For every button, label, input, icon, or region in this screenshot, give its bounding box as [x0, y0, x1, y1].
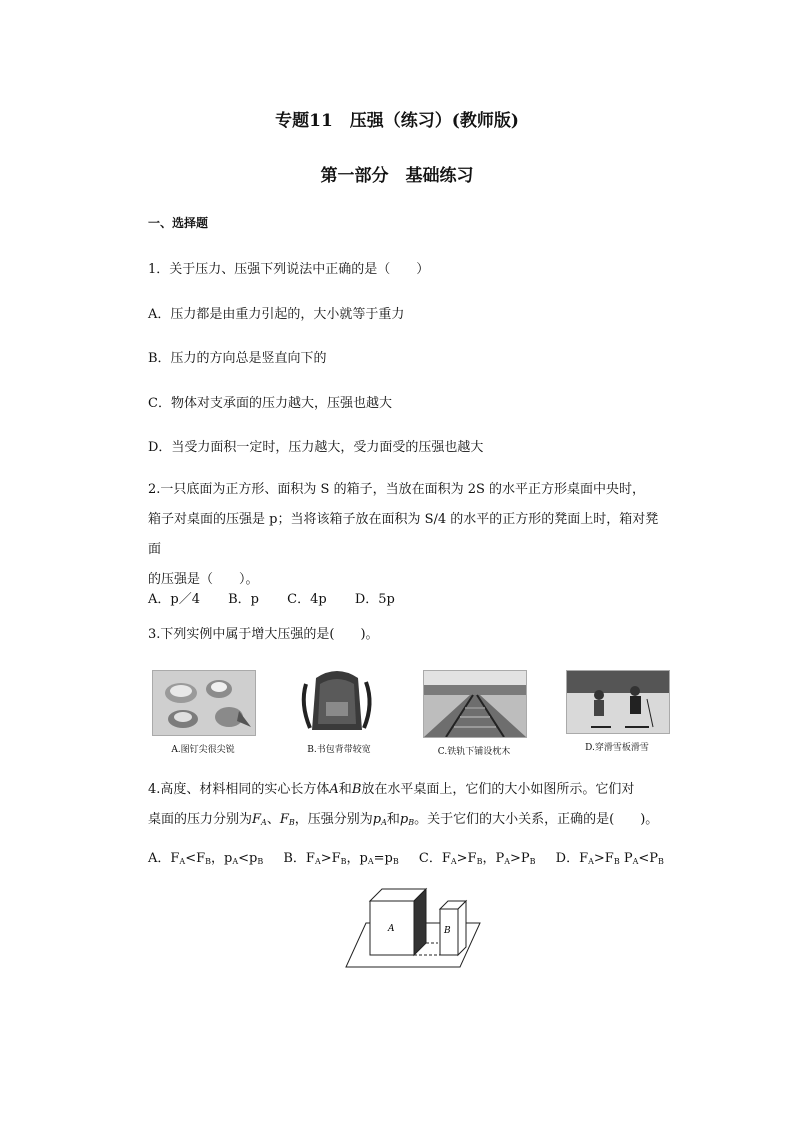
skiing-photo — [566, 670, 670, 734]
schoolbag-photo — [296, 664, 378, 736]
question-1-stem: 1．关于压力、压强下列说法中正确的是（ ） — [148, 262, 430, 277]
question-2-line-3: 的压强是（ ）。 — [148, 572, 259, 587]
caption-c: C.铁轨下铺设枕木 — [437, 747, 511, 757]
question-4-stem — [148, 775, 668, 838]
question-2-option-a: A．p／4 — [148, 592, 200, 607]
section-title: 第一部分 基础练习 — [320, 166, 474, 186]
caption-d: D.穿滑雪板滑雪 — [585, 743, 649, 753]
blocks-figure — [340, 885, 490, 975]
question-4-option-b: B．$F_A>F_B$，$p_A=p_B$ — [283, 851, 399, 866]
question-4-options — [148, 847, 664, 866]
question-2-option-c: C．4p — [287, 592, 327, 607]
question-4-option-d: D．$F_A>F_B$ $P_A<P_B$ — [555, 851, 664, 866]
question-2-line-2: 箱子对桌面的压强是 p；当将该箱子放在面积为 S/4 的水平的正方形的凳面上时，箱对凳面 — [148, 512, 659, 557]
question-1-option-b: B．压力的方向总是竖直向下的 — [148, 351, 327, 366]
question-1-option-c: C．物体对支承面的压力越大，压强也越大 — [148, 396, 392, 411]
railway-photo — [423, 670, 527, 738]
caption-a: A.图钉尖很尖锐 — [171, 745, 235, 755]
thumbtack-photo — [152, 670, 256, 736]
page-title: 专题11 压强（练习）(教师版) — [275, 111, 519, 131]
blocks-diagram — [340, 885, 490, 975]
question-4-line-2: 桌面的压力分别为$F_A$、$F_B$，压强分别为$p_A$和$p_B$。关于它们的大小关系，正确的是( )。 — [148, 812, 659, 827]
question-2-stem — [148, 475, 668, 595]
question-2-options — [148, 588, 395, 607]
thumbtack-illustration — [153, 671, 255, 735]
question-3-stem: 3.下列实例中属于增大压强的是( )。 — [148, 627, 379, 642]
question-2-option-d: D．5p — [354, 592, 395, 607]
question-2-option-b: B．p — [228, 592, 260, 607]
question-4-line-1: 4.高度、材料相同的实心长方体A和B放在水平桌面上，它们的大小如图所示。它们对 — [148, 782, 635, 797]
question-1-option-a: A．压力都是由重力引起的，大小就等于重力 — [148, 307, 405, 322]
question-4-option-c: C．$F_A>F_B$，$P_A>P_B$ — [418, 851, 536, 866]
caption-b: B.书包背带较宽 — [307, 745, 371, 755]
railway-illustration — [424, 671, 526, 737]
block-b-label: B — [444, 926, 451, 936]
question-4-option-a: A．$F_A<F_B$，$p_A<p_B$ — [148, 851, 264, 866]
skiing-illustration — [567, 671, 669, 733]
schoolbag-illustration — [296, 664, 378, 736]
section-heading: 一、选择题 — [148, 216, 209, 230]
question-1-option-d: D．当受力面积一定时，压力越大，受力面受的压强也越大 — [148, 440, 484, 455]
block-a-label: A — [388, 924, 395, 934]
question-2-line-1: 2.一只底面为正方形、面积为 S 的箱子，当放在面积为 2S 的水平正方形桌面中央时， — [148, 482, 646, 497]
